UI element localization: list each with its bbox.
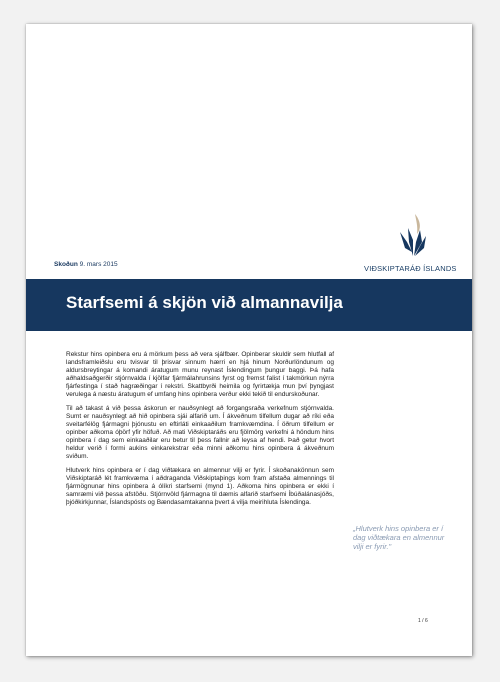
document-page xyxy=(26,24,472,656)
paragraph: Hlutverk hins opinbera er í dag viðtækara en almennur vilji er fyrir. Í skoðanakönnun sem Viðskiptaráð lét framkvæma í aðdraganda Viðskiptaþings kom fram afstaða almennings til fjármögnunar hins opinbera á ólíkri starfsemi (mynd 1). Aðkoma hins opinbera er ekki í samræmi við þessa afstöðu. Stjórnvöld fjármagna til dæmis alfarið starfsemi Íbúðalánasjóðs, þjóðkirkjunnar, Íslandspósts og Bændasamtakanna þvert á vilja meirihluta Íslendinga. xyxy=(66,467,334,506)
org-name: VIÐSKIPTARÁÐ ÍSLANDS xyxy=(364,264,457,273)
document-date: 9. mars 2015 xyxy=(79,261,118,268)
paragraph: Rekstur hins opinbera eru á mörkum þess að vera sjálfbær. Opinberar skuldir sem hlutfall af landsframleiðslu eru tvisvar til þrisvar sinnum hærri en hjá hinum Norðurlöndunum og aldursbreytingar á komandi áratugum munu reynast Íslendingum þungur baggi. Þá hafa aðhaldsaðgerðir stjórnvalda í kjölfar fjármálahrunsins fyrst og fremst falist í takmörkun nýrra fjárfestinga í stað hagræðingar í rekstri. Skattbyrði heimila og fyrirtækja mun því þyngjast verulega á næstu áratugum ef umfang hins opinbera verður ekki tekið til endurskoðunar. xyxy=(66,351,334,398)
title-banner xyxy=(26,279,472,331)
pull-quote: „Hlutverk hins opinbera er í dag viðtækara en almennur vilji er fyrir." xyxy=(353,524,445,551)
document-meta xyxy=(54,261,118,268)
document-kind: Skoðun xyxy=(54,261,78,268)
page-title: Starfsemi á skjön við almannavilja xyxy=(66,293,343,312)
body-text xyxy=(66,351,334,513)
paragraph: Til að takast á við þessa áskorun er nauðsynlegt að forgangsraða verkefnum stjórnvalda. Sumt er nauðsynlegt að hið opinbera sjái alfarið um. Í ákveðnum tilfellum dugar að ríki eða sveitarfélög fjármagni þjónustu en eftirláti einkaaðilum framkvæmdina. Í öðrum tilfellum er opinber aðkoma óþörf yfir höfuð. Að mati Viðskiptaráðs eru fjölmörg verkefni á höndum hins opinbera í dag sem einkaaðilar eru betur til þess fallnir að leysa af hendi. Það getur hvort heldur verið í formi aukins einkarekstrar eða minni aðkomu hins opinbera á ákveðnum sviðum. xyxy=(66,405,334,460)
page-number: 1 / 6 xyxy=(418,618,428,624)
logo-emblem-icon xyxy=(398,212,428,262)
org-logo xyxy=(364,212,457,282)
